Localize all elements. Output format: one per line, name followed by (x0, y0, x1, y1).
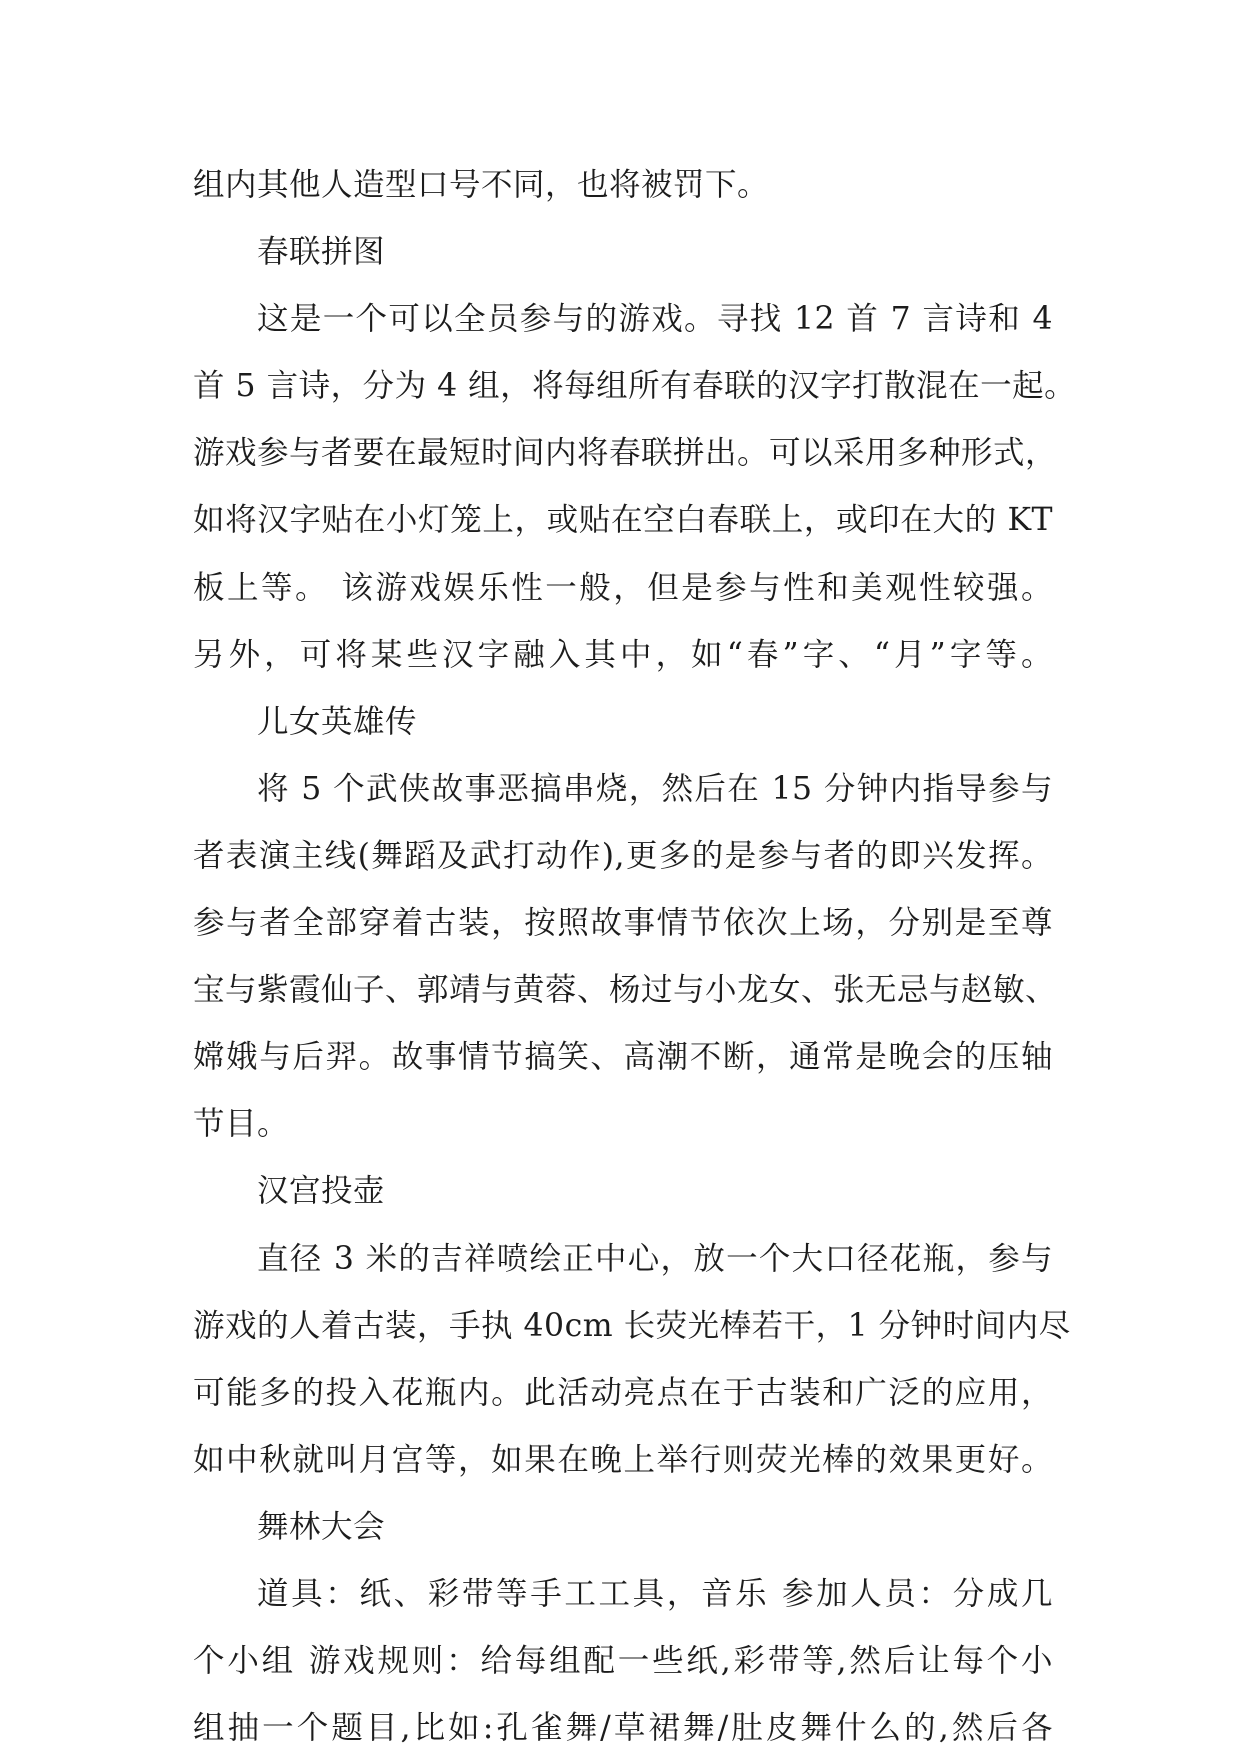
section-heading-hangong-touhu: 汉宫投壶 (257, 1173, 386, 1210)
paragraph-line: 游戏的人着古装，手执 40cm 长荧光棒若干，1 分钟时间内尽 (193, 1307, 1071, 1344)
paragraph-line: 可能多的投入花瓶内。此活动亮点在于古装和广泛的应用， (193, 1374, 1053, 1411)
section-heading-chunlian-pintu: 春联拼图 (257, 234, 386, 271)
section-heading-wulin-dahui: 舞林大会 (257, 1508, 386, 1545)
paragraph-line: 节目。 (193, 1106, 290, 1143)
paragraph-line: 个小组 游戏规则：给每组配一些纸,彩带等,然后让每个小 (193, 1643, 1053, 1680)
paragraph-line: 将 5 个武侠故事恶搞串烧，然后在 15 分钟内指导参与 (257, 770, 1053, 807)
paragraph-line: 者表演主线(舞蹈及武打动作),更多的是参与者的即兴发挥。 (193, 837, 1053, 874)
paragraph-line: 直径 3 米的吉祥喷绘正中心，放一个大口径花瓶，参与 (257, 1240, 1053, 1277)
paragraph-line: 这是一个可以全员参与的游戏。寻找 12 首 7 言诗和 4 (257, 301, 1053, 338)
paragraph-line: 嫦娥与后羿。故事情节搞笑、高潮不断，通常是晚会的压轴 (193, 1039, 1053, 1076)
paragraph-line: 如将汉字贴在小灯笼上，或贴在空白春联上，或印在大的 KT (193, 502, 1053, 539)
paragraph-line: 板上等。 该游戏娱乐性一般，但是参与性和美观性较强。 (193, 569, 1053, 606)
paragraph-line: 另外，可将某些汉字融入其中，如“春”字、“月”字等。 (193, 636, 1053, 673)
paragraph-line: 组内其他人造型口号不同，也将被罚下。 (193, 167, 770, 203)
paragraph-line: 道具：纸、彩带等手工工具，音乐 参加人员：分成几 (257, 1575, 1053, 1612)
paragraph-line: 如中秋就叫月宫等，如果在晚上举行则荧光棒的效果更好。 (193, 1441, 1053, 1478)
paragraph-line: 游戏参与者要在最短时间内将春联拼出。可以采用多种形式， (193, 435, 1058, 472)
paragraph-line: 宝与紫霞仙子、郭靖与黄蓉、杨过与小龙女、张无忌与赵敏、 (193, 972, 1058, 1009)
document-body (193, 152, 1077, 1762)
section-heading-ernv-yingxiongzhuan: 儿女英雄传 (257, 703, 418, 740)
paragraph-line: 组抽一个题目,比如:孔雀舞/草裙舞/肚皮舞什么的,然后各 (193, 1710, 1053, 1747)
paragraph-line: 参与者全部穿着古装，按照故事情节依次上场，分别是至尊 (193, 905, 1053, 942)
paragraph-line: 首 5 言诗，分为 4 组，将每组所有春联的汉字打散混在一起。 (193, 368, 1077, 405)
